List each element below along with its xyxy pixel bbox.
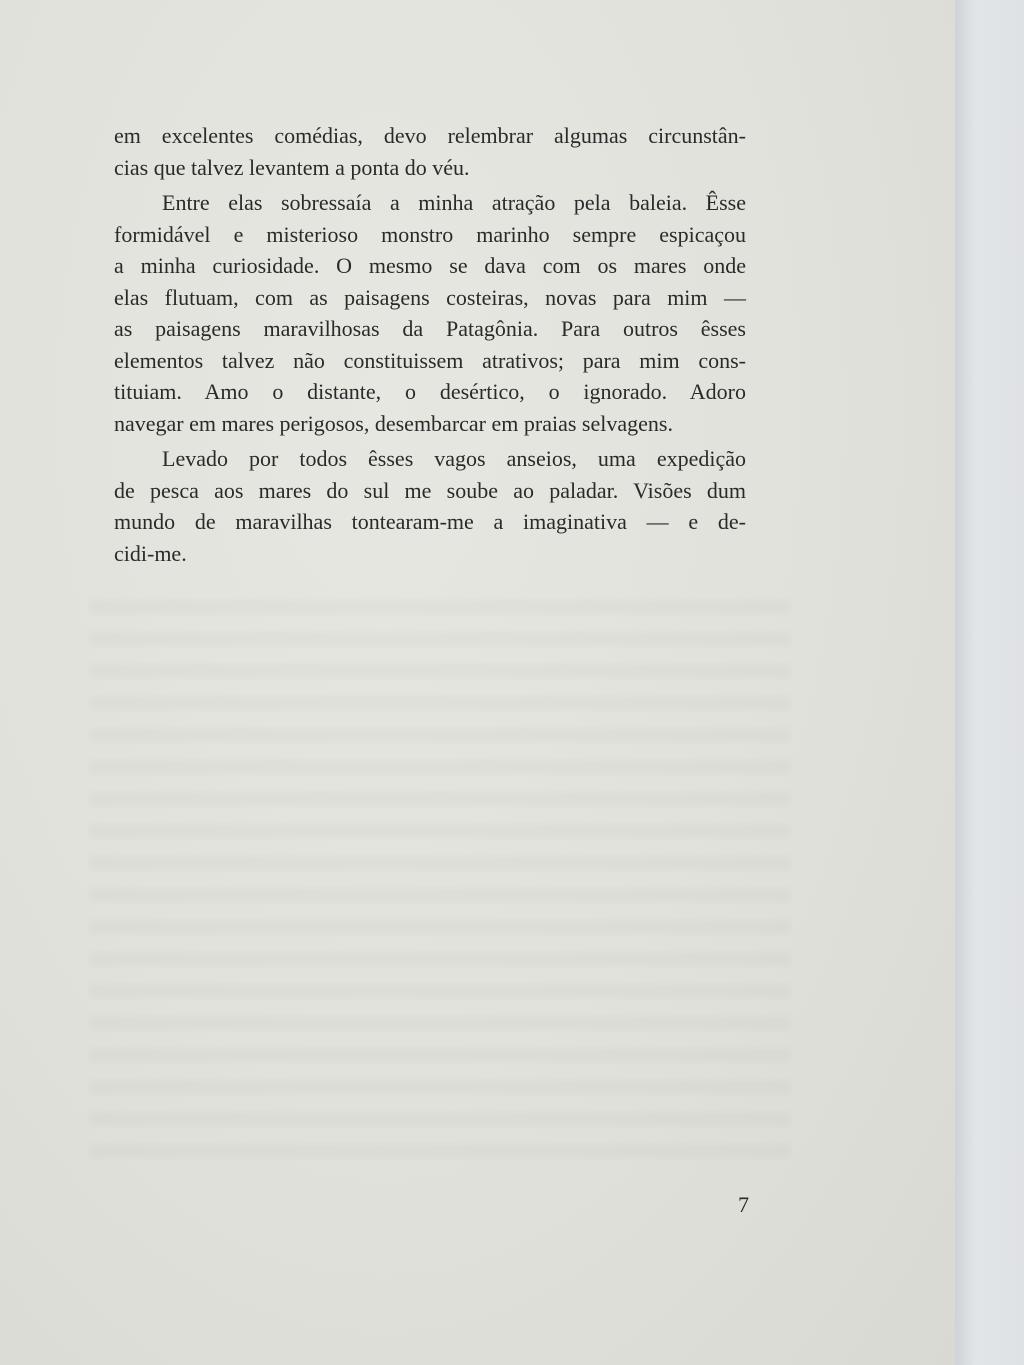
text-line: cias que talvez levantem a ponta do véu. xyxy=(114,154,470,180)
text-line: elas flutuam, com as paisagens costeiras, novas para mim — xyxy=(114,284,746,310)
text-line: de pesca aos mares do sul me soube ao paladar. Visões dum xyxy=(114,477,746,503)
text-line: Entre elas sobressaía a minha atração pela baleia. Êsse xyxy=(162,190,746,215)
text-line: mundo de maravilhas tontearam-me a imaginativa — e de- xyxy=(114,509,746,534)
text-line: tituiam. Amo o distante, o desértico, o ignorado. Adoro xyxy=(114,379,746,404)
text-line: em excelentes comédias, devo relembrar algumas circunstân- xyxy=(114,123,746,148)
background-surface xyxy=(955,0,1024,1365)
text-line: navegar em mares perigosos, desembarcar em praias selvagens. xyxy=(114,410,673,436)
text-line: elementos talvez não constituissem atrativos; para mim cons- xyxy=(114,347,746,373)
text-line: a minha curiosidade. O mesmo se dava com os mares onde xyxy=(114,253,746,278)
text-line: as paisagens maravilhosas da Patagônia. Para outros êsses xyxy=(114,316,746,341)
body-text xyxy=(114,120,746,569)
text-line: formidável e misterioso monstro marinho sempre espicaçou xyxy=(114,221,746,247)
text-line: Levado por todos êsses vagos anseios, uma expedição xyxy=(162,446,746,471)
page-number: 7 xyxy=(738,1192,749,1217)
text-line: cidi-me. xyxy=(114,540,187,566)
show-through-text xyxy=(90,600,790,1160)
